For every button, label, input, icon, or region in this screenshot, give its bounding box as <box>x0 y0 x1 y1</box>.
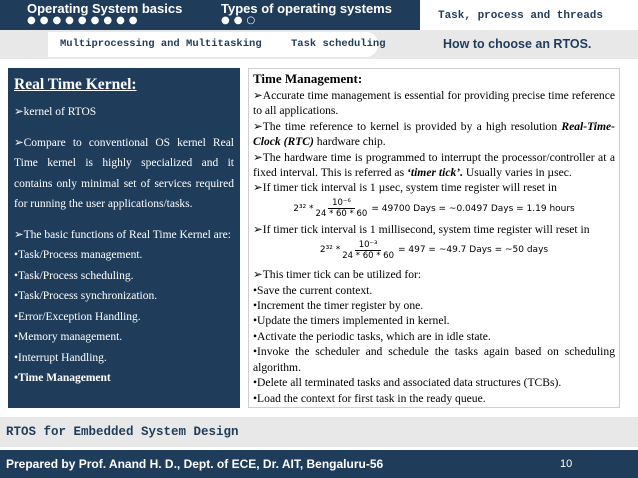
right-para-msec: ➢If timer tick interval is 1 millisecond, system time register will reset in <box>253 222 590 236</box>
section-progress-dots-left: ●●●●●●●●● <box>27 15 142 26</box>
list-item: •Activate the periodic tasks, which are in idle state. <box>253 329 491 343</box>
time-management-panel <box>248 68 620 408</box>
list-item: •Load the context for first task in the ready queue. <box>253 391 486 405</box>
timer-tick-text-c: Usually varies in µsec. <box>463 166 572 180</box>
tab-choose-rtos[interactable]: How to choose an RTOS. <box>443 37 592 51</box>
eq1-fraction <box>316 198 368 219</box>
eq1-result: = 49700 Days = ~0.0497 Days = 1.19 hours <box>371 203 575 214</box>
nav-operating-system-basics[interactable]: Operating System basics <box>27 1 183 16</box>
rtc-term: Real-Time-Clock (RTC) <box>253 119 615 149</box>
list-item: •Error/Exception Handling. <box>14 310 141 323</box>
sub-navigation-bar <box>0 30 638 59</box>
list-item: •Interrupt Handling. <box>14 351 107 364</box>
list-item: •Task/Process synchronization. <box>14 290 158 302</box>
rtc-text-a: ➢The time reference to kernel is provided by a high resolution <box>253 119 562 133</box>
eq1-base: 2³² * <box>293 203 314 214</box>
tab-task-scheduling[interactable]: Task scheduling <box>291 38 386 50</box>
right-panel-title: Time Management: <box>253 71 363 86</box>
eq2-numerator: 10⁻³ <box>355 240 382 251</box>
list-item: •Delete all terminated tasks and associated data structures (TCBs). <box>253 376 562 390</box>
list-item: •Task/Process management. <box>14 249 143 261</box>
list-item: •Save the current context. <box>253 283 373 297</box>
equation-usec <box>253 196 615 222</box>
eq2-result: = 497 = ~49.7 Days = ~50 days <box>397 245 549 256</box>
tab-multiprocessing[interactable]: Multiprocessing and Multitasking <box>60 38 262 50</box>
section-footer <box>0 417 638 447</box>
credit-footer <box>0 450 638 478</box>
list-item-highlighted: •Time Management <box>14 372 111 384</box>
eq2-denominator: 24 * 60 * 60 <box>342 250 394 261</box>
rtc-text-c: hardware chip. <box>313 135 386 149</box>
top-right-nav <box>420 0 638 30</box>
list-item: •Invoke the scheduler and schedule the tasks again based on scheduling algorithm. <box>253 345 615 374</box>
real-time-kernel-panel <box>8 68 240 408</box>
right-para-usec: ➢If timer tick interval is 1 µsec, system time register will reset in <box>253 181 557 195</box>
list-item: •Memory management. <box>14 331 123 343</box>
page-number: 10 <box>560 458 573 470</box>
left-para-compare: ➢Compare to conventional OS kernel Real Time kernel is highly specialized and it contains only minimal set of services required for running the user applications/tasks. <box>14 136 234 210</box>
footer-credit: Prepared by Prof. Anand H. D., Dept. of ECE, Dr. AIT, Bengaluru-56 <box>6 457 384 471</box>
right-para-rtc <box>253 119 615 150</box>
nav-types-of-operating-systems[interactable]: Types of operating systems <box>221 1 392 16</box>
left-para-basic-functions: ➢The basic functions of Real Time Kernel are: <box>14 228 231 241</box>
eq1-denominator: 24 * 60 * 60 <box>315 209 368 220</box>
eq1-numerator: 10⁻⁶ <box>328 198 355 209</box>
equation-msec <box>253 237 615 263</box>
right-para-utilized: ➢This timer tick can be utilized for: <box>253 268 422 282</box>
eq2-base: 2³² * <box>319 245 341 256</box>
list-item: •Increment the timer register by one. <box>253 299 424 313</box>
right-para-accurate: ➢Accurate time management is essential for providing precise time reference to all applications. <box>253 89 615 118</box>
timer-tick-term: ‘timer tick’. <box>407 166 464 180</box>
right-para-timer-tick <box>253 150 615 181</box>
nav-task-process-threads[interactable]: Task, process and threads <box>437 10 603 22</box>
eq2-fraction <box>342 240 394 261</box>
list-item: •Update the timers implemented in kernel. <box>253 314 450 328</box>
left-panel-title: Real Time Kernel: <box>14 76 137 93</box>
timer-tick-text-a: ➢The hardware time is programmed to interrupt the processor/controller at a fixed interval. This is referred as <box>253 150 615 180</box>
list-item: •Task/Process scheduling. <box>14 269 134 282</box>
left-para-kernel: ➢kernel of RTOS <box>14 106 97 118</box>
footer-section-title: RTOS for Embedded System Design <box>6 425 239 439</box>
section-progress-dots-right: ●●○ <box>221 15 260 26</box>
